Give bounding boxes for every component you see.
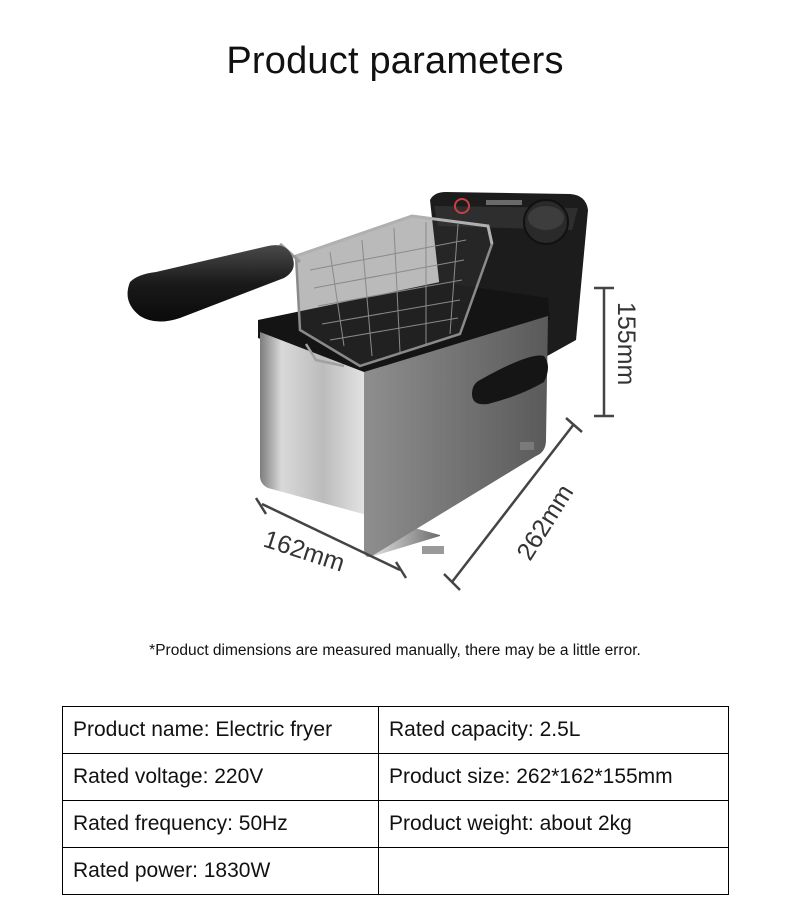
- param-cell: Rated frequency: 50Hz: [63, 801, 379, 848]
- param-cell: Rated capacity: 2.5L: [379, 707, 729, 754]
- table-row: [63, 848, 729, 895]
- param-cell: Rated power: 1830W: [63, 848, 379, 895]
- page-title: Product parameters: [226, 40, 564, 82]
- depth-label: 262mm: [511, 479, 580, 566]
- param-cell: Product weight: about 2kg: [379, 801, 729, 848]
- basket-handle: [128, 244, 300, 322]
- param-cell: Product size: 262*162*155mm: [379, 754, 729, 801]
- param-cell: Rated voltage: 220V: [63, 754, 379, 801]
- product-parameters-table: [62, 706, 729, 895]
- param-cell: [379, 848, 729, 895]
- param-cell: Product name: Electric fryer: [63, 707, 379, 754]
- height-dimension: [594, 288, 614, 416]
- table-row: [63, 707, 729, 754]
- electric-fryer-illustration: [100, 170, 660, 610]
- height-label: 155mm: [612, 302, 640, 386]
- width-label: 162mm: [260, 525, 349, 578]
- table-row: [63, 801, 729, 848]
- measurement-note: *Product dimensions are measured manually, there may be a little error.: [149, 642, 641, 659]
- table-row: [63, 754, 729, 801]
